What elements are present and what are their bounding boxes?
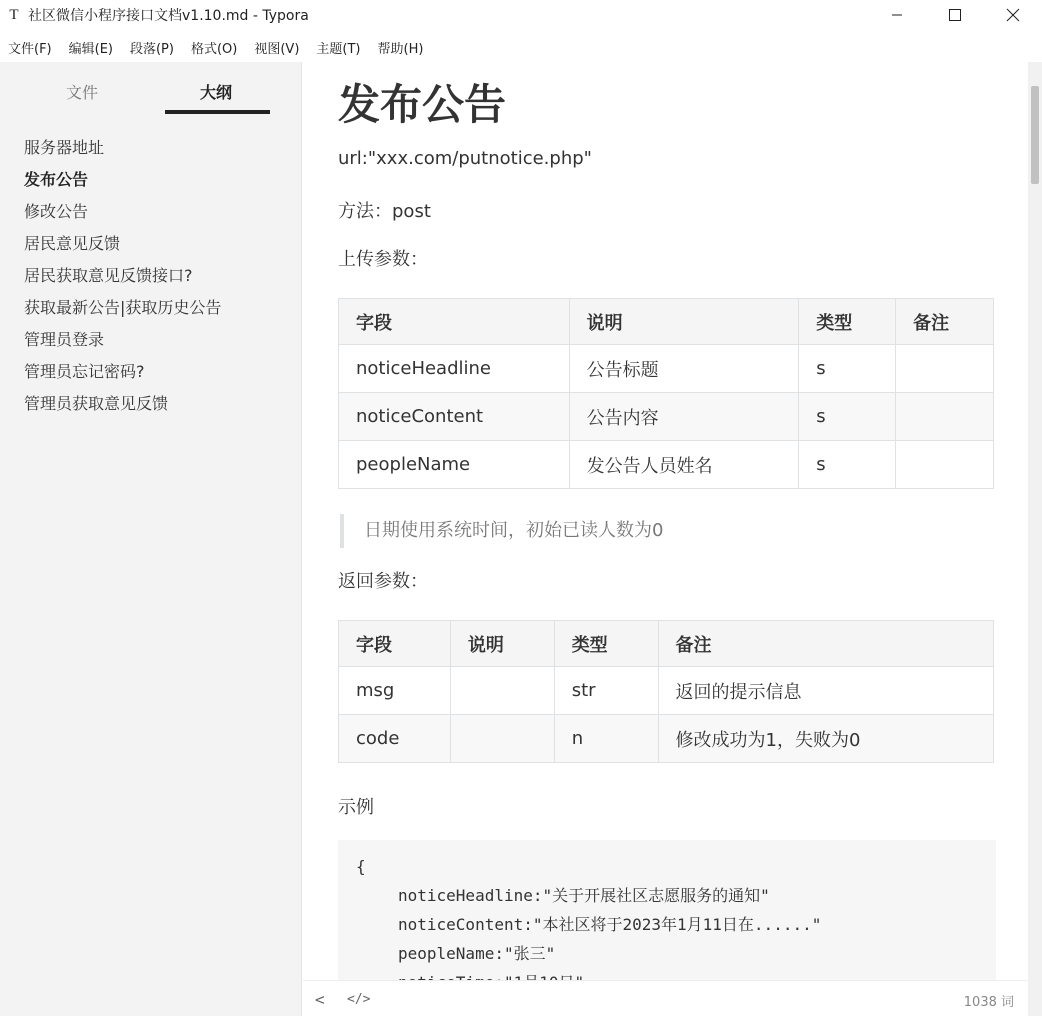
return-params-label: 返回参数： — [338, 571, 428, 592]
outline-item[interactable]: 获取最新公告|获取历史公告 — [24, 298, 222, 317]
table-cell: noticeContent — [339, 393, 570, 441]
minimize-icon — [891, 9, 903, 21]
table-cell: s — [799, 393, 896, 441]
table-cell: code — [339, 715, 451, 763]
upload-params-label: 上传参数： — [338, 249, 428, 270]
table-header: 备注 — [896, 299, 994, 345]
outline-item[interactable]: 服务器地址 — [24, 138, 105, 157]
sidebar — [0, 62, 302, 1016]
outline-item-active[interactable]: 发布公告 — [24, 170, 89, 189]
toggle-sidebar-icon[interactable]: < — [315, 990, 325, 1009]
vertical-scrollbar[interactable] — [1028, 62, 1042, 1016]
code-line: noticeContent:"本社区将于2023年1月11日在......" — [398, 915, 822, 934]
return-params-table — [338, 620, 994, 763]
close-button[interactable] — [984, 0, 1042, 30]
source-code-mode-icon[interactable]: </> — [347, 992, 371, 1007]
table-cell: s — [799, 345, 896, 393]
tab-outline[interactable]: 大纲 — [200, 83, 233, 102]
word-count[interactable]: 1038 词 — [963, 995, 1014, 1010]
table-cell — [896, 345, 994, 393]
note-blockquote: 日期使用系统时间，初始已读人数为0 — [340, 514, 663, 548]
table-header: 说明 — [450, 621, 554, 667]
table-header: 备注 — [658, 621, 993, 667]
tab-files[interactable]: 文件 — [66, 83, 99, 102]
outline-item[interactable]: 管理员登录 — [24, 330, 105, 349]
example-label: 示例 — [338, 797, 374, 818]
table-row — [339, 393, 994, 441]
code-line: noticeHeadline:"关于开展社区志愿服务的通知" — [398, 886, 770, 905]
editor-area[interactable] — [303, 62, 1028, 980]
menu-help[interactable]: 帮助(H) — [377, 41, 424, 57]
menu-format[interactable]: 格式(O) — [190, 41, 238, 57]
table-row — [339, 667, 994, 715]
url-line: url:"xxx.com/putnotice.php" — [338, 148, 592, 169]
table-cell: s — [799, 441, 896, 489]
menu-view[interactable]: 视图(V) — [254, 41, 300, 57]
window-controls — [868, 0, 1042, 30]
table-cell: str — [554, 667, 658, 715]
table-row — [339, 715, 994, 763]
scrollbar-thumb[interactable] — [1031, 86, 1039, 184]
maximize-icon — [949, 9, 961, 21]
table-cell — [896, 393, 994, 441]
table-cell: 发公告人员姓名 — [569, 441, 799, 489]
table-cell: peopleName — [339, 441, 570, 489]
code-block[interactable] — [338, 840, 996, 1000]
outline-item[interactable]: 居民意见反馈 — [24, 234, 121, 253]
outline-item[interactable]: 居民获取意见反馈接口? — [24, 266, 193, 285]
table-cell — [450, 667, 554, 715]
table-cell: n — [554, 715, 658, 763]
table-row — [339, 345, 994, 393]
table-cell: msg — [339, 667, 451, 715]
table-header: 说明 — [569, 299, 799, 345]
typora-app-icon: T — [9, 6, 19, 23]
table-header: 类型 — [799, 299, 896, 345]
menu-theme[interactable]: 主题(T) — [316, 41, 361, 57]
window-title: 社区微信小程序接口文档v1.10.md - Typora — [28, 8, 309, 24]
table-header: 字段 — [339, 299, 570, 345]
table-header-row — [339, 621, 994, 667]
outline-item[interactable]: 修改公告 — [24, 202, 89, 221]
table-cell — [450, 715, 554, 763]
table-row — [339, 441, 994, 489]
outline-list — [24, 132, 221, 420]
table-cell: 返回的提示信息 — [658, 667, 993, 715]
code-line: { — [356, 857, 366, 876]
title-bar — [0, 0, 1042, 30]
menu-paragraph[interactable]: 段落(P) — [129, 41, 174, 57]
table-cell: 公告标题 — [569, 345, 799, 393]
menu-edit[interactable]: 编辑(E) — [68, 41, 113, 57]
maximize-button[interactable] — [926, 0, 984, 30]
table-cell — [896, 441, 994, 489]
outline-item[interactable]: 管理员忘记密码? — [24, 362, 145, 381]
method-line: 方法：post — [338, 201, 431, 222]
table-header: 字段 — [339, 621, 451, 667]
menu-file[interactable]: 文件(F) — [8, 41, 52, 57]
status-bar — [303, 980, 1028, 1016]
page-title: 发布公告 — [338, 80, 507, 129]
table-header: 类型 — [554, 621, 658, 667]
table-cell: 公告内容 — [569, 393, 799, 441]
close-icon — [1007, 9, 1019, 21]
table-cell: noticeHeadline — [339, 345, 570, 393]
outline-item[interactable]: 管理员获取意见反馈 — [24, 394, 169, 413]
table-cell: 修改成功为1，失败为0 — [658, 715, 993, 763]
menu-bar — [0, 34, 440, 60]
active-tab-indicator — [165, 110, 270, 114]
table-header-row — [339, 299, 994, 345]
code-line: peopleName:"张三" — [398, 944, 556, 963]
minimize-button[interactable] — [868, 0, 926, 30]
upload-params-table — [338, 298, 994, 489]
